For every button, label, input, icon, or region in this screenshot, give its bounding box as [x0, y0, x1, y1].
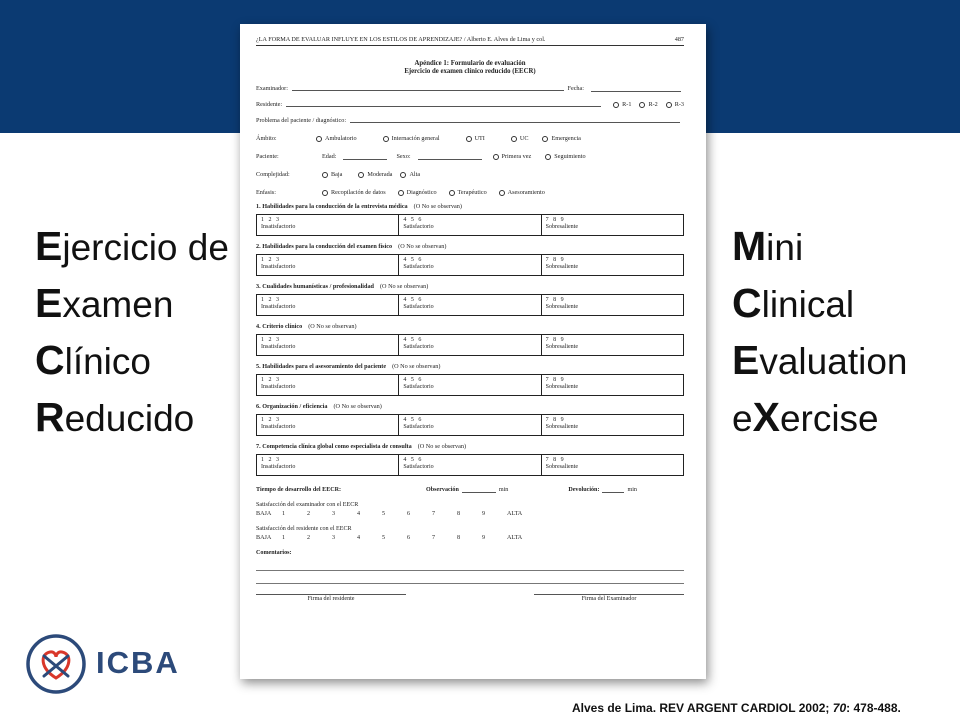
satisfaction-value[interactable]: 9: [482, 511, 486, 517]
satisfaction-value[interactable]: 8: [457, 511, 461, 517]
rating-section: [256, 322, 684, 356]
feedback-minutes-field[interactable]: [602, 486, 624, 493]
complexity-option[interactable]: Alta: [400, 171, 420, 178]
rating-section: [256, 202, 684, 236]
patient-label: Paciente:: [256, 153, 279, 160]
complexity-row: [256, 168, 684, 178]
acronym-line: Clínico: [35, 337, 151, 383]
resident-signature: Firma del residente: [256, 594, 406, 602]
rating-scale-cell[interactable]: 7 8 9 Sobresaliente: [541, 255, 683, 275]
resident-level-option[interactable]: R-1: [613, 101, 631, 108]
rating-section: [256, 282, 684, 316]
patient-option[interactable]: Primera vez: [493, 153, 532, 160]
rating-scale-cell[interactable]: 4 5 6 Satisfactorio: [398, 295, 540, 315]
ambito-option[interactable]: UC: [511, 135, 529, 142]
patient-row: [256, 150, 684, 160]
rating-scale-cell[interactable]: 7 8 9 Sobresaliente: [541, 335, 683, 355]
radio-circle-icon: [639, 102, 645, 108]
ambito-option[interactable]: UTI: [466, 135, 485, 142]
radio-circle-icon: [358, 172, 364, 178]
ambito-label: Ámbito:: [256, 135, 277, 142]
running-title: ¿LA FORMA DE EVALUAR INFLUYE EN LOS ESTILOS DE APRENDIZAJE? / Alberto E. Alves de Lima y col.: [256, 36, 546, 43]
rating-section-title: 2. Habilidades para la conducción del examen físico (O No se observan): [256, 243, 447, 250]
rating-section-title: 7. Competencia clínica global como especialista de consulta (O No se observan): [256, 443, 467, 450]
rating-scale-cell[interactable]: 1 2 3 Insatisfactorio: [261, 457, 296, 470]
rating-scale: [256, 294, 684, 316]
satisfaction-value[interactable]: 5: [382, 535, 386, 541]
radio-circle-icon: [316, 136, 322, 142]
rating-scale-cell[interactable]: 7 8 9 Sobresaliente: [541, 455, 683, 475]
satisfaction-value[interactable]: 1: [282, 535, 286, 541]
not-observed-option[interactable]: (O No se observan): [398, 243, 447, 250]
rating-section: [256, 242, 684, 276]
ambito-option[interactable]: Emergencia: [542, 135, 580, 142]
satisfaction-value[interactable]: ALTA: [507, 511, 523, 517]
evaluation-form-document: [240, 24, 706, 679]
acronym-line: Mini: [732, 223, 804, 269]
time-row: Tiempo de desarrollo del EECR: Observación min Devolución: min: [256, 487, 637, 493]
satisfaction-value[interactable]: 2: [307, 535, 311, 541]
comment-line[interactable]: [256, 573, 684, 584]
emphasis-option[interactable]: Asesoramiento: [499, 189, 545, 196]
acronym-line: Evaluation: [732, 337, 908, 383]
date-field[interactable]: [591, 85, 681, 92]
rating-scale: [256, 254, 684, 276]
running-header: [256, 36, 684, 46]
rating-scale-cell[interactable]: 1 2 3 Insatisfactorio: [261, 217, 296, 230]
radio-circle-icon: [466, 136, 472, 142]
satisfaction-value[interactable]: 9: [482, 535, 486, 541]
radio-circle-icon: [493, 154, 499, 160]
acronym-line: Reducido: [35, 394, 195, 440]
radio-circle-icon: [613, 102, 619, 108]
date-label: Fecha:: [567, 85, 584, 92]
citation: Alves de Lima. REV ARGENT CARDIOL 2002; 70: 478-488.: [572, 701, 901, 715]
radio-circle-icon: [666, 102, 672, 108]
problem-row: [256, 114, 684, 124]
emphasis-row: [256, 186, 684, 196]
radio-circle-icon: [322, 172, 328, 178]
rating-scale-cell[interactable]: 4 5 6 Satisfactorio: [398, 375, 540, 395]
acronym-spanish: [35, 218, 229, 446]
emphasis-option[interactable]: Terapéutico: [449, 189, 487, 196]
satisfaction-value[interactable]: 4: [357, 511, 361, 517]
complexity-option[interactable]: Moderada: [358, 171, 392, 178]
rating-section-title: 5. Habilidades para el asesoramiento del paciente (O No se observan): [256, 363, 441, 370]
radio-circle-icon: [398, 190, 404, 196]
rating-sections: [256, 202, 684, 476]
rating-scale-cell[interactable]: 1 2 3 Insatisfactorio: [261, 377, 296, 390]
rating-section: [256, 402, 684, 436]
rating-section: [256, 442, 684, 476]
acronym-line: Examen: [35, 280, 174, 326]
rating-scale: [256, 454, 684, 476]
satisfaction-value[interactable]: 5: [382, 511, 386, 517]
rating-scale-cell[interactable]: 7 8 9 Sobresaliente: [541, 295, 683, 315]
satisfaction-value[interactable]: 1: [282, 511, 286, 517]
radio-circle-icon: [449, 190, 455, 196]
resident-level-option[interactable]: R-2: [639, 101, 657, 108]
rating-scale-cell[interactable]: 4 5 6 Satisfactorio: [398, 215, 540, 235]
emphasis-option[interactable]: Diagnóstico: [398, 189, 437, 196]
resident-row: [256, 98, 684, 108]
problem-label: Problema del paciente / diagnóstico:: [256, 117, 347, 124]
comments-label: Comentarios:: [256, 550, 292, 556]
rating-scale-cell[interactable]: 4 5 6 Satisfactorio: [398, 455, 540, 475]
rating-scale-cell[interactable]: 7 8 9 Sobresaliente: [541, 415, 683, 435]
observation-minutes-field[interactable]: [462, 486, 496, 493]
satisfaction-scale[interactable]: [256, 510, 684, 519]
acronym-line: Ejercicio de: [35, 223, 229, 269]
logo-text: ICBA: [96, 645, 180, 680]
satisfaction-value[interactable]: BAJA: [256, 511, 272, 517]
not-observed-option[interactable]: (O No se observan): [333, 403, 382, 410]
not-observed-option[interactable]: (O No se observan): [413, 203, 462, 210]
appendix-subtitle: Ejercicio de examen clínico reducido (EECR): [404, 68, 536, 75]
acronym-line: Clinical: [732, 280, 855, 326]
satisfaction-value[interactable]: 7: [432, 511, 436, 517]
ambito-row: [256, 132, 684, 142]
resident-field[interactable]: [286, 106, 601, 107]
rating-scale: [256, 214, 684, 236]
examiner-field[interactable]: [292, 90, 564, 91]
radio-circle-icon: [383, 136, 389, 142]
not-observed-option[interactable]: (O No se observan): [308, 323, 357, 330]
rating-section-title: 1. Habilidades para la conducción de la entrevista médica (O No se observan): [256, 203, 462, 210]
ambito-option[interactable]: Ambulatorio: [316, 135, 357, 142]
rating-scale-cell[interactable]: 1 2 3 Insatisfactorio: [261, 337, 296, 350]
rating-scale-cell[interactable]: 4 5 6 Satisfactorio: [398, 255, 540, 275]
rating-scale: [256, 334, 684, 356]
satisfaction-value[interactable]: ALTA: [507, 535, 523, 541]
emphasis-label: Enfasis:: [256, 189, 276, 196]
sex-label: Sexo:: [396, 153, 411, 160]
rating-scale: [256, 414, 684, 436]
rating-scale-cell[interactable]: 4 5 6 Satisfactorio: [398, 335, 540, 355]
satisfaction-value[interactable]: 7: [432, 535, 436, 541]
cross-icon: [44, 656, 68, 676]
radio-circle-icon: [499, 190, 505, 196]
rating-scale-cell[interactable]: 4 5 6 Satisfactorio: [398, 415, 540, 435]
sex-field[interactable]: [418, 153, 482, 160]
radio-circle-icon: [545, 154, 551, 160]
not-observed-option[interactable]: (O No se observan): [380, 283, 429, 290]
examiner-row: [256, 82, 684, 92]
satisfaction-value[interactable]: 6: [407, 511, 411, 517]
not-observed-option[interactable]: (O No se observan): [392, 363, 441, 370]
emphasis-option[interactable]: Recopilación de datos: [322, 189, 386, 196]
radio-circle-icon: [322, 190, 328, 196]
problem-field[interactable]: [350, 122, 680, 123]
rating-section-title: 4. Criterio clínico (O No se observan): [256, 323, 357, 330]
radio-circle-icon: [511, 136, 517, 142]
rating-scale-cell[interactable]: 1 2 3 Insatisfactorio: [261, 297, 296, 310]
rating-scale-cell[interactable]: 7 8 9 Sobresaliente: [541, 375, 683, 395]
satisfaction-value[interactable]: 3: [332, 535, 336, 541]
signatures: [256, 594, 684, 602]
appendix-title: Apéndice 1: Formulario de evaluación: [414, 60, 526, 67]
page-number: 487: [674, 36, 684, 43]
comment-line[interactable]: [256, 560, 684, 571]
acronym-line: eXercise: [732, 394, 879, 440]
examiner-label: Examinador:: [256, 85, 288, 92]
examiner-signature: Firma del Examinador: [534, 594, 684, 602]
resident-level-option[interactable]: R-3: [666, 101, 684, 108]
rating-section-title: 6. Organización / eficiencia (O No se observan): [256, 403, 382, 410]
rating-scale-cell[interactable]: 7 8 9 Sobresaliente: [541, 215, 683, 235]
satisfaction-value[interactable]: 8: [457, 535, 461, 541]
satisfaction-value[interactable]: 4: [357, 535, 361, 541]
age-label: Edad:: [322, 153, 337, 160]
satisfaction-scale[interactable]: [256, 534, 684, 543]
rating-scale-cell[interactable]: 1 2 3 Insatisfactorio: [261, 417, 296, 430]
satisfaction-value[interactable]: BAJA: [256, 535, 272, 541]
satisfaction-value[interactable]: 3: [332, 511, 336, 517]
logo-ring: [28, 636, 84, 692]
rating-scale: [256, 374, 684, 396]
radio-circle-icon: [542, 136, 548, 142]
radio-circle-icon: [400, 172, 406, 178]
appendix-heading: [256, 60, 684, 76]
satisfaction-value[interactable]: 6: [407, 535, 411, 541]
age-field[interactable]: [343, 153, 387, 160]
examiner-satisfaction: Satisfacción del examinador con el EECR BAJA 1 2 3 4 5 6 7 8 9 ALTA: [256, 501, 684, 519]
patient-option[interactable]: Seguimiento: [545, 153, 585, 160]
complexity-label: Complejidad:: [256, 171, 290, 178]
not-observed-option[interactable]: (O No se observan): [417, 443, 467, 450]
ambito-option[interactable]: Internación general: [383, 135, 440, 142]
rating-scale-cell[interactable]: 1 2 3 Insatisfactorio: [261, 257, 296, 270]
resident-label: Residente:: [256, 101, 283, 108]
satisfaction-value[interactable]: 2: [307, 511, 311, 517]
acronym-english: [732, 218, 907, 446]
complexity-option[interactable]: Baja: [322, 171, 342, 178]
rating-section-title: 3. Cualidades humanísticas / profesionalidad (O No se observan): [256, 283, 429, 290]
resident-satisfaction: Satisfacción del residente con el EECR BAJA 1 2 3 4 5 6 7 8 9 ALTA: [256, 525, 684, 543]
rating-section: [256, 362, 684, 396]
